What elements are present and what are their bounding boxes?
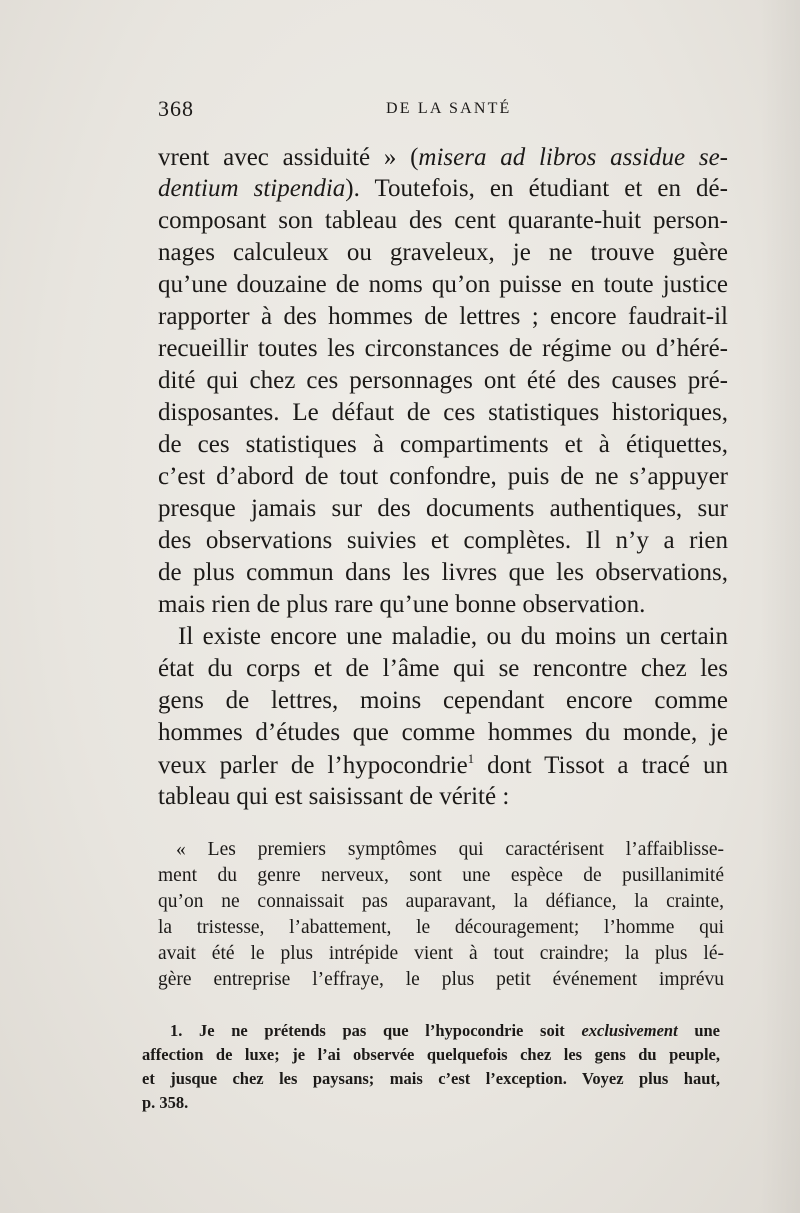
footnote-line: et jusque chez les paysans; mais c’est l’exception. Voyez plus haut, — [142, 1069, 720, 1088]
body-line: qu’une douzaine de noms qu’on puisse en toute justice — [158, 271, 728, 298]
quote-line: gère entreprise l’effraye, le plus petit événement imprévu — [158, 969, 724, 990]
footnote-line: p. 358. — [142, 1093, 189, 1112]
quote-line: « Les premiers symptômes qui caractérisent l’affaiblisse- — [176, 839, 724, 860]
body-line: hommes d’études que comme hommes du monde, je — [158, 719, 728, 746]
body-text: dont Tissot a tracé un — [474, 752, 728, 779]
latin-quote: misera ad libros assidue se- — [418, 144, 728, 171]
body-line: état du corps et de l’âme qui se rencontre chez les — [158, 655, 728, 682]
body-line — [158, 176, 728, 201]
body-line: gens de lettres, moins cependant encore comme — [158, 687, 728, 714]
footnote-marker: 1 — [467, 751, 475, 766]
page-edge-shadow — [760, 0, 800, 1213]
body-line: de ces statistiques à compartiments et à étiquettes, — [158, 431, 728, 458]
body-line: dité qui chez ces personnages ont été des causes pré- — [158, 367, 728, 394]
footnote-text: 1. Je ne prétends pas que l’hypocondrie soit — [170, 1021, 582, 1040]
body-line: des observations suivies et complètes. Il n’y a rien — [158, 527, 728, 554]
body-text: veux parler de l’hypocondrie — [158, 752, 468, 779]
body-line: nages calculeux ou graveleux, je ne trouve guère — [158, 239, 728, 266]
body-line: composant son tableau des cent quarante-huit person- — [158, 207, 728, 234]
body-line: disposantes. Le défaut de ces statistiques historiques, — [158, 399, 728, 426]
body-line: presque jamais sur des documents authentiques, sur — [158, 495, 728, 522]
footnote-line — [170, 1023, 720, 1040]
page-number: 368 — [158, 96, 194, 121]
quote-line: qu’on ne connaissait pas auparavant, la défiance, la crainte, — [158, 891, 724, 912]
body-text: vrent avec assiduité » ( — [158, 144, 419, 171]
quote-line: ment du genre nerveux, sont une espèce de pusillanimité — [158, 865, 724, 886]
body-line: de plus commun dans les livres que les observations, — [158, 559, 728, 586]
body-line: tableau qui est saisissant de vérité : — [158, 783, 510, 810]
body-line: recueillir toutes les circonstances de régime ou d’héré- — [158, 335, 728, 362]
body-line: mais rien de plus rare qu’une bonne observation. — [158, 591, 646, 618]
body-line: rapporter à des hommes de lettres ; encore faudrait-il — [158, 303, 728, 330]
body-line: c’est d’abord de tout confondre, puis de ne s’appuyer — [158, 463, 728, 490]
body-line — [158, 752, 728, 778]
body-line — [158, 145, 728, 170]
running-head: DE LA SANTÉ — [386, 100, 512, 117]
footnote-text: une — [677, 1021, 720, 1040]
quote-line: avait été le plus intrépide vient à tout craindre; la plus lé- — [158, 943, 724, 964]
footnote-emphasis: exclusivement — [581, 1021, 678, 1040]
body-text: ). Toutefois, en étudiant et en dé- — [345, 175, 728, 202]
footnote-line: affection de luxe; je l’ai observée quelquefois chez les gens du peuple, — [142, 1045, 720, 1064]
latin-quote: dentium stipendia — [158, 175, 346, 202]
paragraph-start-line: Il existe encore une maladie, ou du moins un certain — [178, 623, 728, 650]
page-header — [158, 96, 728, 126]
quote-line: la tristesse, l’abattement, le découragement; l’homme qui — [158, 917, 724, 938]
